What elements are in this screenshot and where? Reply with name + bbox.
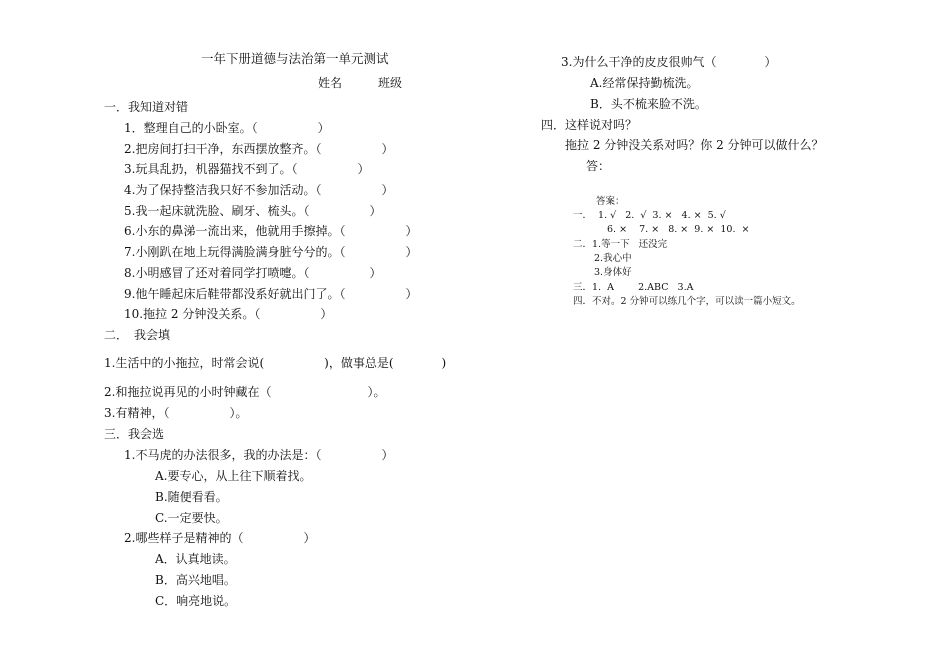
answers-title: 答案： bbox=[596, 196, 625, 207]
option-item: B．头不梳来脸不洗。 bbox=[590, 97, 707, 111]
answer-line: 6. × 7. × 8. × 9. × 10. × bbox=[607, 224, 750, 235]
list-item: 5.我一起床就洗脸、刷牙、梳头。（ ） bbox=[124, 204, 382, 218]
option-item: B．高兴地唱。 bbox=[155, 573, 236, 587]
option-item: A．认真地读。 bbox=[155, 552, 236, 566]
question-stem: 2.哪些样子是精神的（ ） bbox=[124, 531, 316, 545]
fill-item: 2.和拖拉说再见的小时钟藏在（ ）。 bbox=[104, 385, 386, 399]
option-item: C．响亮地说。 bbox=[155, 594, 237, 608]
answer-line: 2.我心中 bbox=[594, 253, 632, 264]
list-item: 4.为了保持整洁我只好不参加活动。（ ） bbox=[124, 183, 394, 197]
name-class-line: 姓名 班级 bbox=[318, 76, 403, 90]
section-4-heading: 四．这样说对吗？ bbox=[541, 118, 638, 132]
list-item: 7.小刚趴在地上玩得满脸满身脏兮兮的。（ ） bbox=[124, 245, 418, 259]
question-stem: 1.不马虎的办法很多，我的办法是：（ ） bbox=[124, 448, 394, 462]
list-item: 1．整理自己的小卧室。（ ） bbox=[124, 121, 330, 135]
option-item: B.随便看看。 bbox=[155, 490, 228, 504]
answer-label: 答： bbox=[586, 159, 611, 173]
section-2-heading: 二． 我会填 bbox=[104, 328, 171, 342]
list-item: 10.拖拉 2 分钟没关系。（ ） bbox=[124, 307, 333, 321]
section-3-heading: 三．我会选 bbox=[104, 427, 165, 441]
fill-item: 3.有精神，（ ）。 bbox=[104, 406, 248, 420]
list-item: 8.小明感冒了还对着同学打喷嚏。（ ） bbox=[124, 266, 382, 280]
option-item: C.一定要快。 bbox=[155, 511, 228, 525]
list-item: 3.玩具乱扔，机器猫找不到了。（ ） bbox=[124, 162, 370, 176]
answer-line: 二．1.等一下 还没完 bbox=[573, 239, 668, 250]
list-item: 2.把房间打扫干净，东西摆放整齐。（ ） bbox=[124, 142, 394, 156]
list-item: 9.他午睡起床后鞋带都没系好就出门了。（ ） bbox=[124, 287, 418, 301]
option-item: A.经常保持勤梳洗。 bbox=[590, 76, 699, 90]
list-item: 6.小东的鼻涕一流出来，他就用手擦掉。（ ） bbox=[124, 224, 418, 238]
answer-line: 四．不对。2 分钟可以练几个字，可以读一篇小短文。 bbox=[573, 296, 801, 307]
answer-line: 一． 1. √ 2. √ 3. × 4. × 5. √ bbox=[573, 210, 726, 221]
question-stem: 3.为什么干净的皮皮很帅气（ ） bbox=[561, 55, 777, 69]
answer-line: 三．1. A 2.ABC 3.A bbox=[573, 282, 694, 293]
answer-line: 3.身体好 bbox=[594, 267, 632, 278]
page-title: 一年下册道德与法治第一单元测试 bbox=[201, 51, 389, 66]
fill-item: 1.生活中的小拖拉，时常会说( )，做事总是( ) bbox=[104, 356, 447, 370]
section-4-question: 拖拉 2 分钟没关系对吗？你 2 分钟可以做什么？ bbox=[565, 138, 824, 152]
section-1-heading: 一．我知道对错 bbox=[104, 100, 189, 114]
option-item: A.要专心，从上往下顺着找。 bbox=[155, 469, 312, 483]
